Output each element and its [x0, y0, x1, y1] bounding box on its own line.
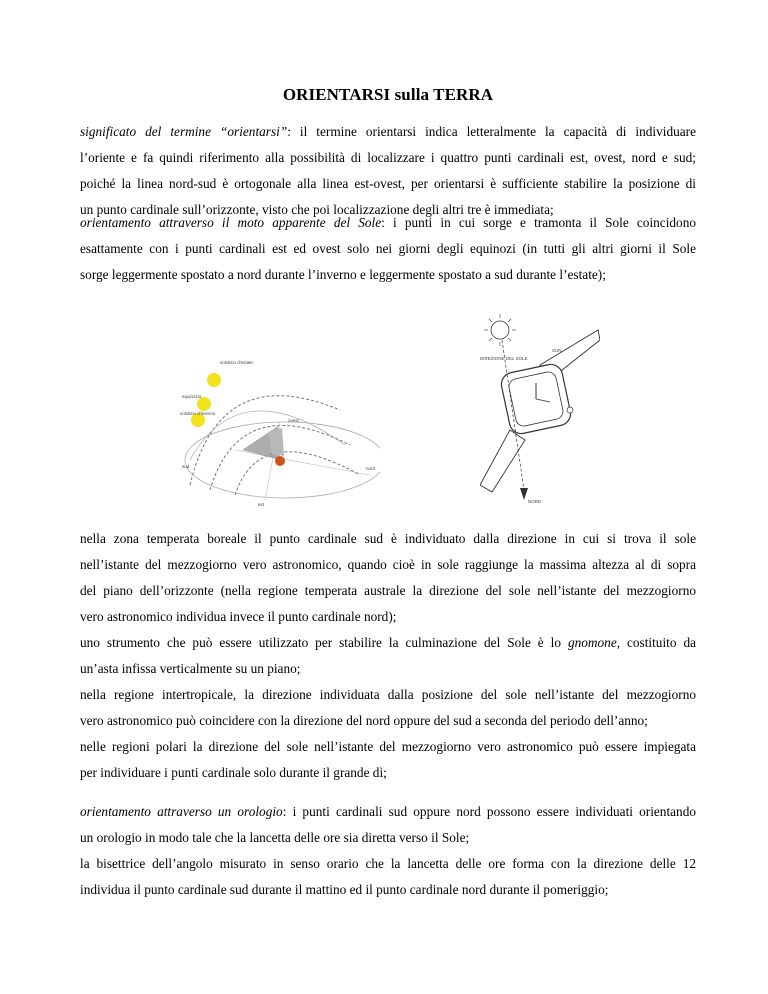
lead-term: orientamento attraverso un orologio — [80, 804, 283, 819]
text-line: la bisettrice dell’angolo misurato in senso orario che la lancetta delle ore forma con la direzione delle 12 — [80, 856, 696, 871]
text-line: esattamente con i punti cardinali est ed ovest solo nei giorni degli equinozi (in tutti gli altri giorni il Sole — [80, 241, 696, 256]
watch-crown — [567, 407, 573, 413]
text-line: nell’istante del mezzogiorno vero astronomico, quando cioè in sole raggiunge la massima altezza al di sopra — [80, 557, 696, 572]
text-line: vero astronomico individua invece il punto cardinale nord); — [80, 609, 397, 624]
sun-path-diagram — [180, 350, 380, 510]
label-solstizio-inverno: solstizio d'inverno — [180, 411, 216, 416]
north-arrow-icon — [520, 488, 528, 500]
page-title: ORIENTARSI sulla TERRA — [282, 85, 494, 104]
lead-term: orientamento attraverso il moto apparente del Sole — [80, 215, 382, 230]
paragraph-watch-orientation — [80, 799, 696, 903]
watch-svg — [480, 310, 600, 510]
label-nord-watch: NORD — [528, 499, 542, 504]
label-direzione: DIREZIONE DEL SOLE — [480, 356, 528, 361]
label-ovest: ovest — [288, 418, 299, 423]
text-line: un punto cardinale sull’orizzonte, visto che poi localizzazione degli altri tre è immediata; — [80, 202, 554, 217]
winter-arc — [235, 452, 360, 495]
text-line: significato del termine “orientarsi”: il termine orientarsi indica letteralmente la capacità di individuare — [80, 124, 696, 139]
label-solstizio-estate: solstizio d'estate — [220, 360, 253, 365]
label-equinozio: equinozio — [182, 394, 202, 399]
text-line: sorge leggermente spostato a nord durante l’inverno e leggermente spostato a sud durante l’estate); — [80, 267, 606, 282]
text-line: vero astronomico può coincidere con la direzione del nord oppure del sud a seconda del periodo dell’anno; — [80, 713, 648, 728]
text-line: poiché la linea nord-sud è ortogonale alla linea est-ovest, per orientarsi è sufficiente stabilire la posizione di — [80, 176, 696, 191]
text-line: nelle regioni polari la direzione del sole nell’istante del mezzogiorno vero astronomico può essere impiegata — [80, 739, 696, 754]
sun-summer-icon — [207, 373, 221, 387]
watch-strap-bottom — [480, 430, 525, 492]
label-est: est — [258, 502, 265, 507]
text-line: nella regione intertropicale, la direzione individuata dalla posizione del sole nell’istante del mezzogiorno — [80, 687, 696, 702]
label-sun: SUN — [552, 348, 562, 353]
text-line: un’asta infissa verticalmente su un piano; — [80, 661, 301, 676]
text-line: un orologio in modo tale che la lancetta delle ore sia diretta verso il Sole; — [80, 830, 470, 845]
sun-path-svg — [180, 350, 380, 510]
text-line: nella zona temperata boreale il punto cardinale sud è individuato dalla direzione in cui si trova il sole — [80, 531, 696, 546]
text-line: uno strumento che può essere utilizzato per stabilire la culminazione del Sole è lo gnomone, costituito da — [80, 635, 696, 650]
paragraph-noon-direction — [80, 526, 696, 786]
watch-diagram — [480, 310, 600, 510]
text-line: individua il punto cardinale sud durante il mattino ed il punto cardinale nord durante il pomeriggio; — [80, 882, 609, 897]
label-nord: nord — [366, 466, 376, 471]
label-sud: sud — [182, 464, 190, 469]
gnomone-term: gnomone — [567, 635, 617, 650]
sun-icon — [484, 314, 516, 346]
ns-line — [235, 450, 370, 475]
gnomon-base-icon — [275, 456, 285, 466]
paragraph-sun-motion — [80, 210, 696, 288]
text-line: per individuare i punti cardinale solo durante il grande dì; — [80, 765, 387, 780]
text-line: orientamento attraverso un orologio: i punti cardinali sud oppure nord possono essere individuati orientando — [80, 804, 696, 819]
sun-equinox-icon — [197, 397, 211, 411]
text-line: orientamento attraverso il moto apparente del Sole: i punti in cui sorge e tramonta il Sole coincidono — [80, 215, 696, 230]
text-line: l’oriente e fa quindi riferimento alla possibilità di localizzare i quattro punti cardinali est, ovest, nord e sud; — [80, 150, 696, 165]
paragraph-orientarsi-definition — [80, 119, 696, 223]
lead-term: significato del termine “orientarsi” — [80, 124, 288, 139]
text-line: del piano dell’orizzonte (nella regione temperata australe la direzione del sole nell’istante del mezzogiorno — [80, 583, 696, 598]
